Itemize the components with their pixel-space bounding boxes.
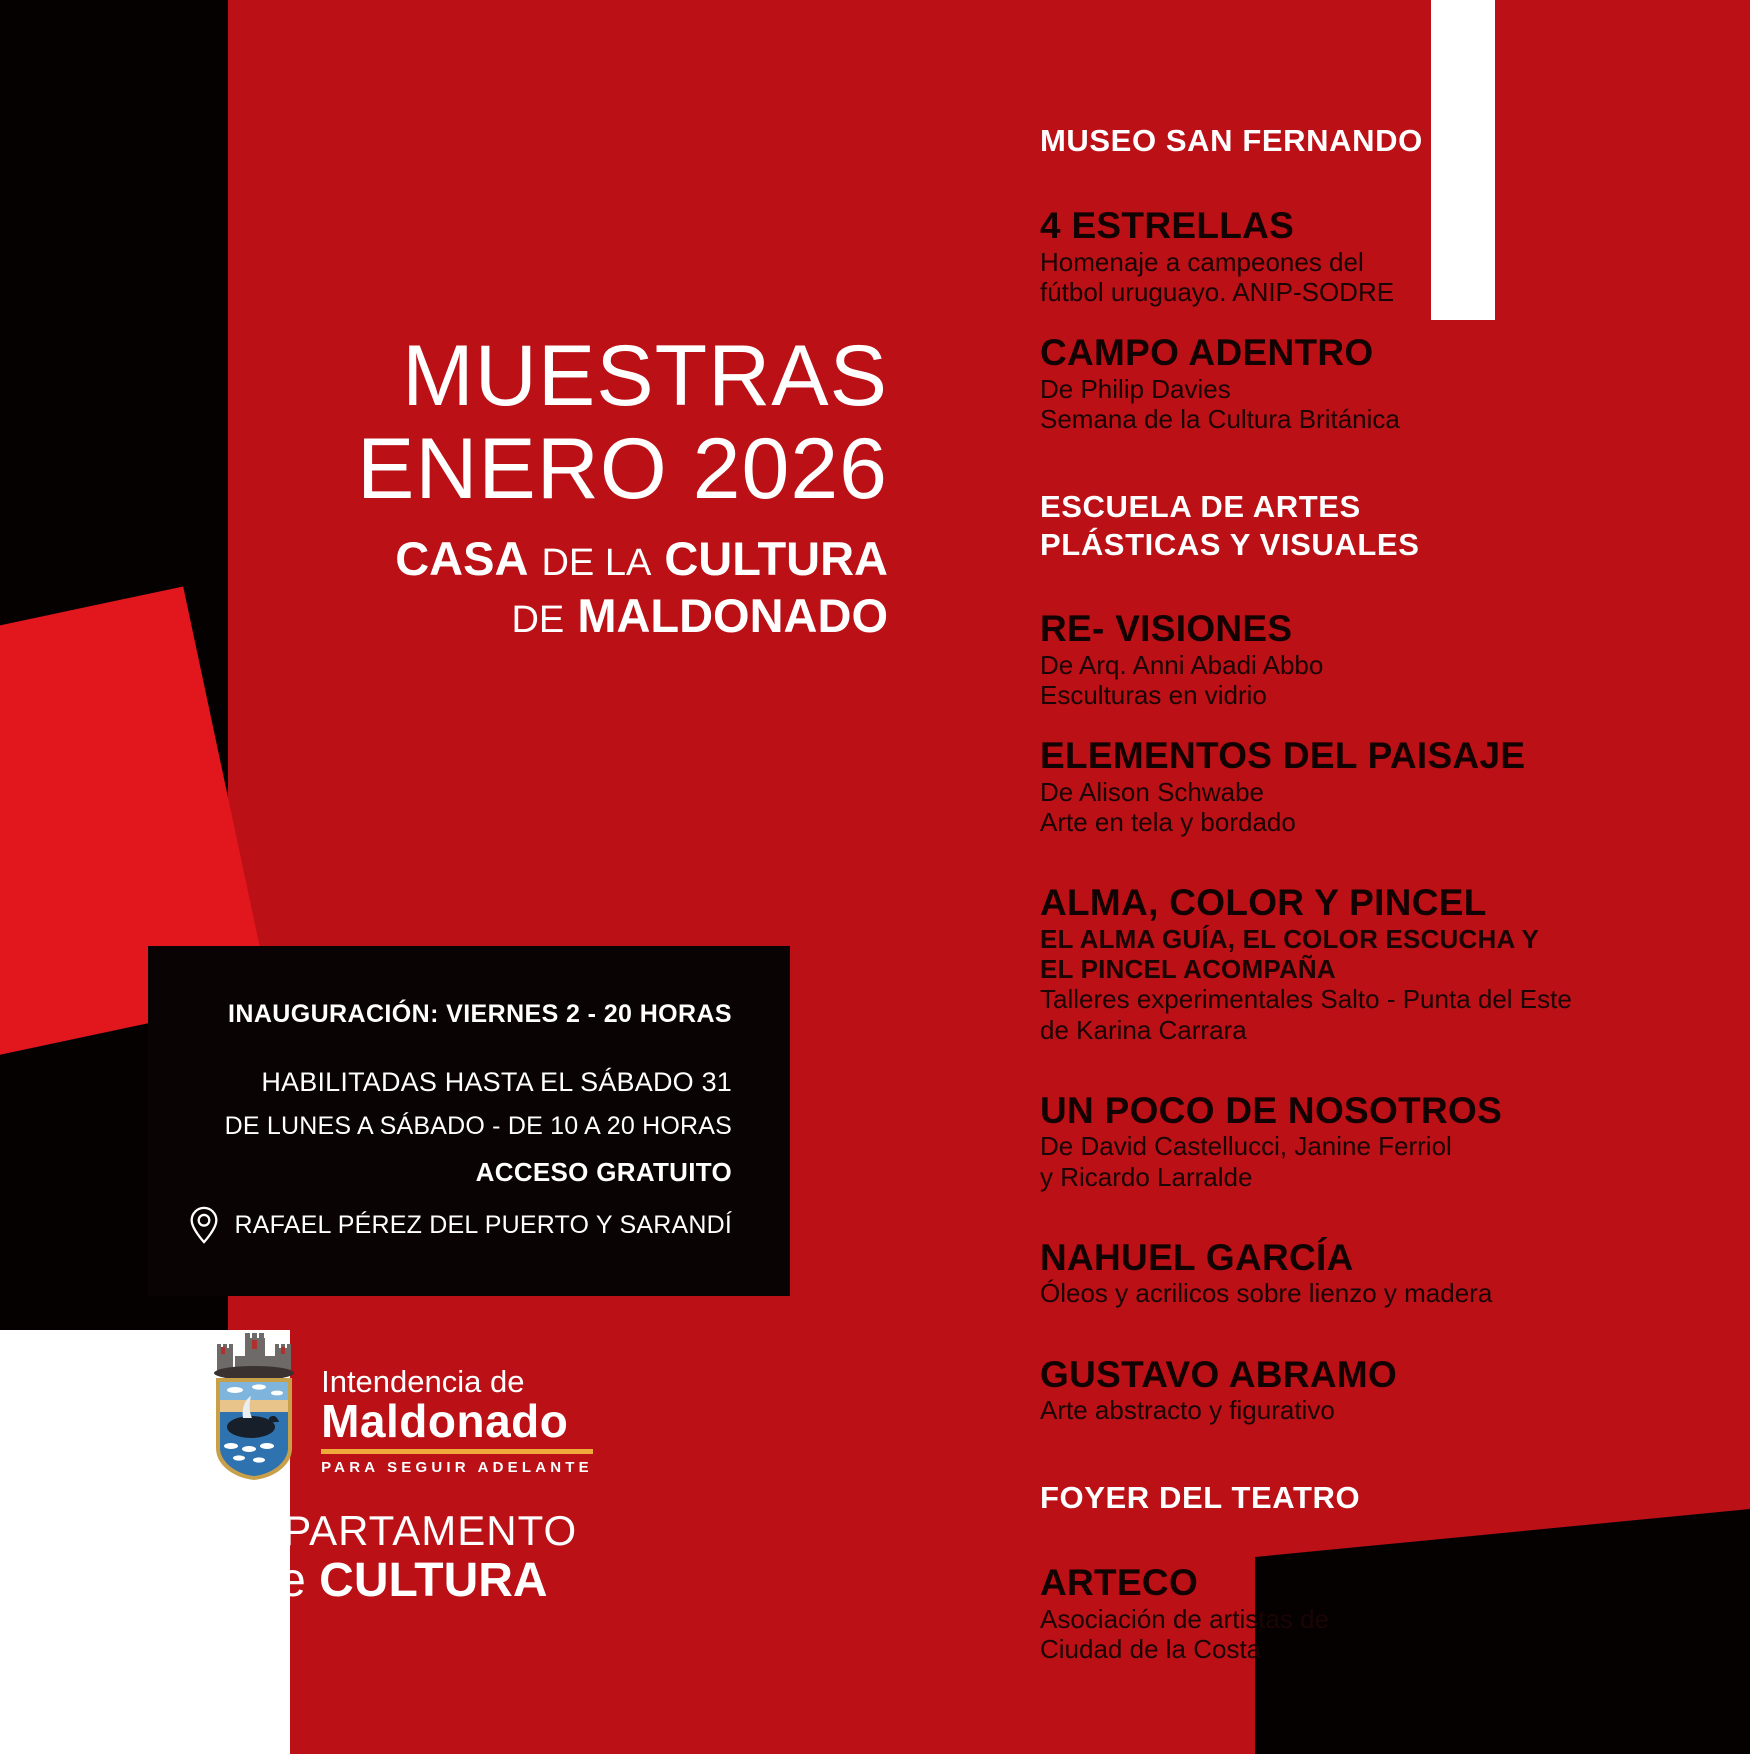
- exhibit-subtitle-line: De David Castellucci, Janine Ferriol: [1040, 1131, 1452, 1162]
- logo-tagline: PARA SEGUIR ADELANTE: [321, 1459, 593, 1476]
- exhibit-un-poco-de-nosotros: [1040, 1091, 1740, 1192]
- title-line-muestras: MUESTRAS: [402, 328, 888, 424]
- exhibit-title: CAMPO ADENTRO: [1040, 331, 1374, 373]
- location-pin-icon: [188, 1206, 220, 1244]
- title-line-casa-de-la-cultura: [0, 530, 888, 587]
- exhibit-re-visiones: [1040, 609, 1740, 710]
- venue-heading-museo-san-fernando: MUSEO SAN FERNANDO: [1040, 123, 1423, 158]
- exhibit-alma-color-y-pincel: [1040, 883, 1740, 1044]
- exhibit-subtitle-line: de Karina Carrara: [1040, 1014, 1247, 1045]
- venue-heading-escuela-artes-line1: ESCUELA DE ARTES: [1040, 488, 1361, 524]
- exhibit-subtitle-bold-line: EL PINCEL ACOMPAÑA: [1040, 954, 1336, 985]
- schedule-info-box: [148, 946, 790, 1296]
- logo-row: [207, 1330, 593, 1482]
- exhibit-title: ARTECO: [1040, 1562, 1199, 1604]
- exhibit-title: ELEMENTOS DEL PAISAJE: [1040, 735, 1526, 777]
- exhibitions-column: [1040, 0, 1740, 1754]
- exhibit-title: UN POCO DE NOSOTROS: [1040, 1089, 1503, 1131]
- exhibit-subtitle-line: Semana de la Cultura Británica: [1040, 403, 1400, 434]
- exhibit-subtitle-line: Ciudad de la Costa: [1040, 1634, 1262, 1665]
- exhibit-subtitle-bold-line: EL ALMA GUÍA, EL COLOR ESCUCHA Y: [1040, 924, 1539, 955]
- title-line-enero: ENERO 2026: [356, 420, 888, 517]
- title-cultura: CULTURA: [664, 531, 888, 585]
- exhibit-elementos-del-paisaje: [1040, 736, 1740, 837]
- exhibit-subtitle-line: Arte abstracto y figurativo: [1040, 1395, 1335, 1426]
- exhibit-subtitle-line: De Alison Schwabe: [1040, 777, 1265, 808]
- exhibit-subtitle-line: Esculturas en vidrio: [1040, 680, 1267, 711]
- department-line-1: DEPARTAMENTO: [222, 1507, 578, 1554]
- logo-divider-rule: [321, 1449, 593, 1454]
- department-group: [223, 1508, 577, 1608]
- hours-line: DE LUNES A SÁBADO - DE 10 A 20 HORAS: [224, 1112, 732, 1140]
- address-row: [188, 1206, 732, 1244]
- maldonado-coat-of-arms-icon: [207, 1330, 303, 1482]
- logo-intendencia-label: Intendencia de: [321, 1363, 525, 1399]
- exhibit-title: RE- VISIONES: [1040, 608, 1293, 650]
- title-de-la: DE LA: [541, 541, 652, 584]
- exhibit-subtitle-line: Homenaje a campeones del: [1040, 246, 1364, 277]
- exhibit-subtitle-line: Arte en tela y bordado: [1040, 807, 1296, 838]
- exhibit-subtitle-line: Óleos y acrilicos sobre lienzo y madera: [1040, 1278, 1493, 1309]
- exhibit-title: ALMA, COLOR Y PINCEL: [1040, 882, 1487, 924]
- exhibit-gustavo-abramo: [1040, 1355, 1740, 1426]
- exhibit-4-estrellas: [1040, 206, 1740, 307]
- exhibit-title: 4 ESTRELLAS: [1040, 204, 1295, 246]
- exhibit-subtitle-line: Talleres experimentales Salto - Punta del Este: [1040, 984, 1572, 1015]
- title-de: DE: [511, 599, 565, 642]
- title-maldonado: MALDONADO: [577, 589, 888, 643]
- exhibit-subtitle-line: De Arq. Anni Abadi Abbo: [1040, 650, 1324, 681]
- exhibit-title: GUSTAVO ABRAMO: [1040, 1353, 1398, 1395]
- opening-line: INAUGURACIÓN: VIERNES 2 - 20 HORAS: [228, 1000, 732, 1028]
- exhibit-nahuel-garcia: [1040, 1238, 1740, 1309]
- free-access-line: ACCESO GRATUITO: [475, 1157, 732, 1187]
- institutional-logo-block: [0, 1330, 800, 1608]
- exhibit-subtitle-line: fútbol uruguayo. ANIP-SODRE: [1040, 276, 1395, 307]
- title-line-de-maldonado: [0, 587, 888, 644]
- venue-heading-escuela-artes-line2: PLÁSTICAS Y VISUALES: [1040, 526, 1420, 562]
- title-casa: CASA: [395, 531, 529, 585]
- exhibit-arteco: [1040, 1563, 1740, 1664]
- exhibit-subtitle-line: y Ricardo Larralde: [1040, 1161, 1253, 1192]
- exhibit-title: NAHUEL GARCÍA: [1040, 1236, 1354, 1278]
- exhibit-campo-adentro: [1040, 333, 1740, 434]
- logo-text-group: [321, 1363, 593, 1482]
- logo-maldonado-label: Maldonado: [321, 1394, 569, 1447]
- exhibit-subtitle-line: Asociación de artistas de: [1040, 1603, 1330, 1634]
- poster-title-group: [0, 330, 888, 644]
- venue-heading-foyer-del-teatro: FOYER DEL TEATRO: [1040, 1480, 1361, 1516]
- department-de: de: [252, 1554, 306, 1608]
- department-cultura: CULTURA: [319, 1554, 548, 1608]
- department-line-2: [223, 1554, 577, 1608]
- address-text: RAFAEL PÉREZ DEL PUERTO Y SARANDÍ: [234, 1210, 732, 1239]
- exhibit-subtitle-line: De Philip Davies: [1040, 373, 1231, 404]
- open-until-line: HABILITADAS HASTA EL SÁBADO 31: [261, 1067, 732, 1097]
